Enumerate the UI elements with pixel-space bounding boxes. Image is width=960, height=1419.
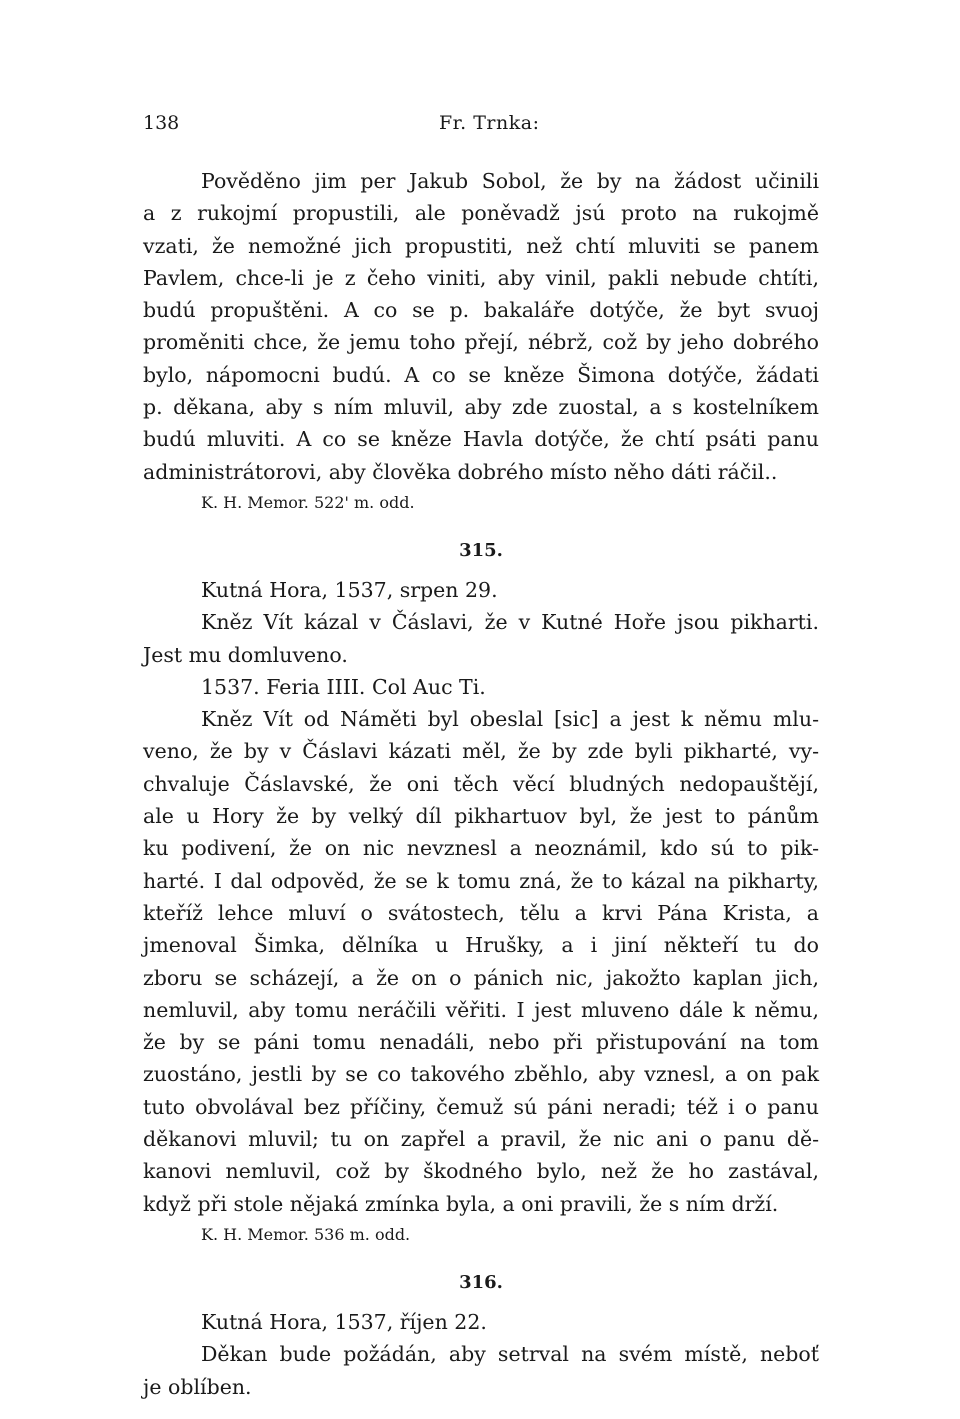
text-line: budú mluviti. A co se kněze Havla dotýče, že chtí psáti panu	[143, 427, 819, 452]
summary-line: je oblíben.	[143, 1374, 252, 1399]
text-line: kanovi nemluvil, což by škodného bylo, než že ho zastával,	[143, 1159, 819, 1184]
summary-line: Kněz Vít kázal v Čáslavi, že v Kutné Hoře jsou pikharti.	[201, 610, 819, 635]
source-reference: K. H. Memor. 536 m. odd.	[201, 1224, 411, 1244]
text-line: když při stole nějaká zmínka byla, a oni pravili, že s ním drží.	[143, 1191, 779, 1216]
text-line: budú propuštěni. A co se p. bakaláře dotýče, že byt svuoj	[143, 298, 819, 323]
text-line: Pověděno jim per Jakub Sobol, že by na žádost učinili	[201, 169, 819, 193]
document-number: 316.	[459, 1271, 503, 1293]
text-line: a z rukojmí propustili, ale poněvadž jsú proto na rukojmě	[143, 201, 819, 226]
text-line: p. děkana, aby s ním mluvil, aby zde zuostal, a s kostelníkem	[143, 395, 819, 420]
text-line: tuto obvolával bez příčiny, čemuž sú páni neradi; též i o panu	[143, 1094, 819, 1119]
text-line: Pavlem, chce-li je z čeho viniti, aby vinil, pakli nebude chtíti,	[143, 265, 819, 290]
text-line: zboru se scházejí, a že on o pánich nic, jakožto kaplan jich,	[143, 965, 819, 990]
summary-line: Děkan bude požádán, aby setrval na svém místě, neboť	[201, 1342, 819, 1367]
text-line: že by se páni tomu nenadáli, nebo při přistupování na tom	[143, 1030, 819, 1055]
summary-line: Jest mu domluveno.	[143, 642, 348, 667]
text-line: proměniti chce, že jemu toho přejí, nébrž, což by jeho dobrého	[143, 330, 819, 355]
place-date: Kutná Hora, 1537, srpen 29.	[201, 577, 498, 602]
text-line: Kněz Vít od Náměti byl obeslal [sic] a jest k němu mlu-	[201, 707, 819, 732]
text-line: bylo, nápomocni budú. A co se kněze Šimona dotýče, žádati	[143, 362, 819, 387]
text-line: vzati, že nemožné jich propustiti, než chtí mluviti se panem	[143, 233, 819, 258]
source-reference: K. H. Memor. 522' m. odd.	[201, 492, 415, 512]
text-line: veno, že by v Čáslavi kázati měl, že by zde byli pikharté, vy-	[143, 739, 819, 764]
text-line: administrátorovi, aby člověka dobrého místo něho dáti ráčil..	[143, 459, 778, 484]
page-header	[143, 112, 819, 142]
document-text	[143, 703, 819, 1220]
text-line: jmenoval Šimka, dělníka u Hrušky, a i jiní někteří tu do	[143, 933, 819, 958]
dating-line: 1537. Feria IIII. Col Auc Ti.	[201, 674, 486, 699]
text-line: harté. I dal odpověd, že se k tomu zná, že to kázal na pikharty,	[143, 868, 819, 893]
intro-paragraph	[143, 165, 819, 488]
text-line: ale u Hory že by velký díl pikhartuov byl, že jest to pánům	[143, 804, 819, 829]
running-head: Fr. Trnka:	[439, 112, 540, 134]
text-line: kteříž lehce mluví o svátostech, tělu a krvi Pána Krista, a	[143, 900, 819, 925]
text-line: děkanovi mluvil; tu on zapřel a pravil, že nic ani o panu dě-	[143, 1127, 819, 1152]
text-line: zuostáno, jestli by se co takového zběhlo, aby vznesl, a on pak	[143, 1062, 819, 1087]
page-number: 138	[143, 112, 180, 134]
place-date: Kutná Hora, 1537, říjen 22.	[201, 1309, 487, 1334]
text-line: ku podivení, že on nic nevznesl a neoznámil, kdo sú to pik-	[143, 836, 819, 861]
text-line: chvaluje Čáslavské, že oni těch věcí bludných nedopauštějí,	[143, 771, 819, 796]
text-line: nemluvil, aby tomu neráčili věřiti. I jest mluveno dále k němu,	[143, 997, 819, 1022]
document-number: 315.	[459, 539, 503, 561]
page-body	[143, 165, 819, 1403]
